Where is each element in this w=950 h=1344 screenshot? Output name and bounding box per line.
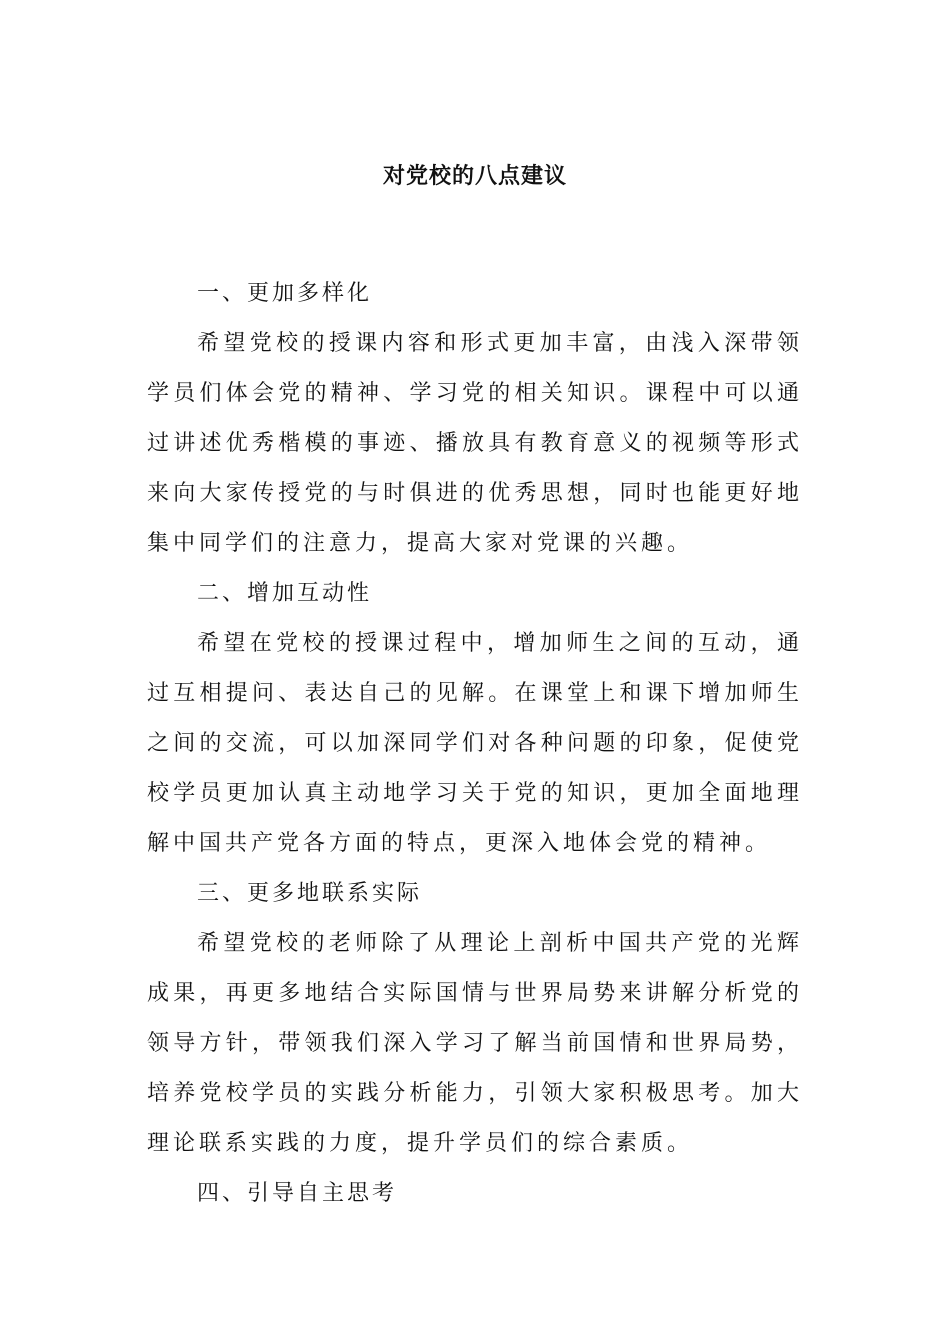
- section-paragraph-1: 希望党校的授课内容和形式更加丰富，由浅入深带领学员们体会党的精神、学习党的相关知识。课程中可以通过讲述优秀楷模的事迹、播放具有教育意义的视频等形式来向大家传授党的与时俱进的优秀思想，同时也能更好地集中同学们的注意力，提高大家对党课的兴趣。: [147, 331, 803, 556]
- section-heading-2: 二、增加互动性: [197, 581, 373, 606]
- section-paragraph-2: 希望在党校的授课过程中，增加师生之间的互动，通过互相提问、表达自己的见解。在课堂上和课下增加师生之间的交流，可以加深同学们对各种问题的印象，促使党校学员更加认真主动地学习关于党的知识，更加全面地理解中国共产党各方面的特点，更深入地体会党的精神。: [147, 631, 803, 856]
- section-heading-1: 一、更加多样化: [197, 281, 373, 306]
- section-heading-4: 四、引导自主思考: [197, 1181, 398, 1206]
- document-title: 对党校的八点建议: [382, 163, 567, 189]
- section-paragraph-3: 希望党校的老师除了从理论上剖析中国共产党的光辉成果，再更多地结合实际国情与世界局势来讲解分析党的领导方针，带领我们深入学习了解当前国情和世界局势，培养党校学员的实践分析能力，引领大家积极思考。加大理论联系实践的力度，提升学员们的综合素质。: [147, 931, 803, 1156]
- document-body: [147, 269, 803, 1219]
- section-heading-3: 三、更多地联系实际: [197, 881, 423, 906]
